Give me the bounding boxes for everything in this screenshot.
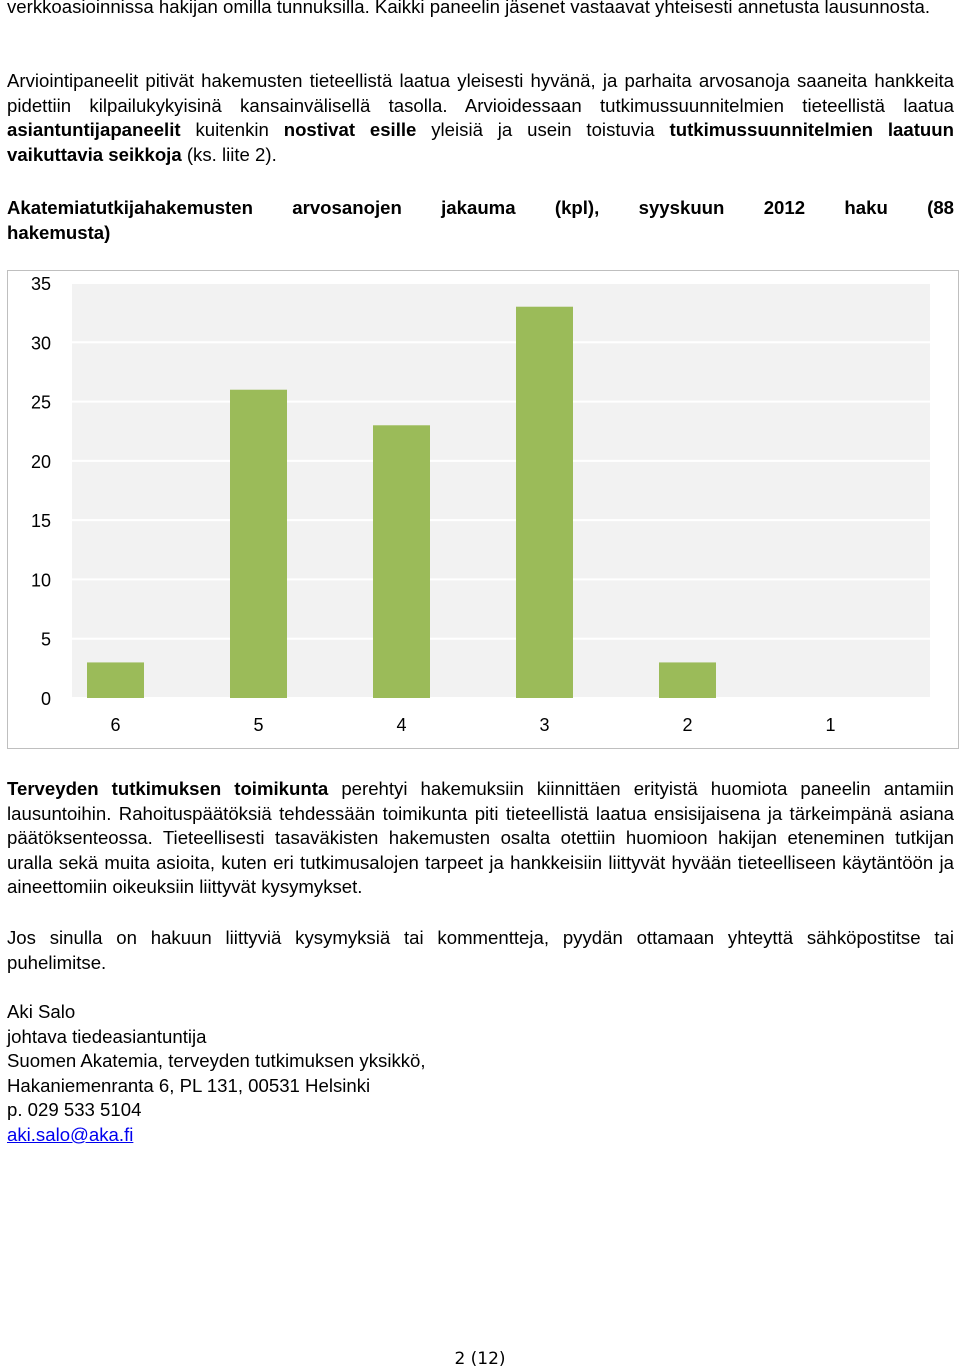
y-tick-label-15: 15: [30, 511, 51, 532]
x-tick-label-6: 6: [110, 715, 121, 735]
bar-grade-6: [87, 662, 144, 698]
bar-grade-3: [516, 307, 573, 698]
x-tick-label-2: 2: [682, 715, 693, 735]
y-tick-label-0: 0: [40, 689, 51, 709]
committee-paragraph: [7, 777, 954, 900]
grade-distribution-chart: [7, 270, 959, 749]
y-tick-label-20: 20: [30, 451, 51, 472]
committee-text: perehtyi hakemuksiin kiinnittäen erityistä huomiota paneelin antamiin lausuntoihin. Rahoituspäätöksiä tehdessään toimikunta piti tieteellistä laatua ensisijaisena ja tärkeimpänä asiana päätöksenteossa. Tieteellisesti tasaväkisten hakemusten osalta otettiin huomioon hakijan eteneminen tutkijan uralla sekä muita asioita, kuten eri tutkimusalojen tarpeet ja hankkeisiin liittyvät hyvään tieteelliseen käytäntöön ja aineettomiin oikeuksiin liittyvät kysymykset.: [7, 778, 954, 898]
y-tick-label-35: 35: [30, 274, 51, 294]
signature-title: johtava tiedeasiantuntija: [7, 1025, 207, 1047]
contact-paragraph: Jos sinulla on hakuun liittyviä kysymyksiä tai kommentteja, pyydän ottamaan yhteyttä sähköpostitse tai puhelimitse.: [7, 927, 954, 973]
panels-paragraph: [7, 69, 954, 167]
panels-text-4: (ks. liite 2).: [181, 143, 277, 165]
x-tick-label-5: 5: [253, 715, 264, 735]
chart-heading-line-1: Akatemiatutkijahakemusten arvosanojen jakauma (kpl), syyskuun 2012 haku (88: [7, 197, 954, 218]
chart-heading-line-2: hakemusta): [7, 221, 111, 243]
chart-heading: [7, 196, 954, 245]
signature-address: Hakaniemenranta 6, PL 131, 00531 Helsinki: [7, 1074, 371, 1096]
y-tick-label-10: 10: [30, 570, 51, 591]
y-tick-label-25: 25: [30, 392, 51, 413]
signature-name: Aki Salo: [7, 1001, 76, 1022]
panels-text-3: yleisiä ja usein toistuvia: [416, 119, 670, 141]
signature-block: [7, 1000, 954, 1148]
intro-paragraph: verkkoasioinnissa hakijan omilla tunnuksilla. Kaikki paneelin jäsenet vastaavat yhteisesti annetusta lausunnosta.: [7, 0, 930, 17]
panels-bold-2: nostivat esille: [283, 119, 417, 141]
panels-bold-1: asiantuntijapaneelit: [7, 119, 181, 141]
signature-email-link[interactable]: aki.salo@aka.fi: [7, 1123, 134, 1145]
x-tick-label-1: 1: [825, 715, 836, 735]
y-tick-label-5: 5: [40, 629, 51, 650]
page-number: 2 (12): [454, 1349, 506, 1369]
panels-text-1: Arviointipaneelit pitivät hakemusten tieteellistä laatua yleisesti hyvänä, ja parhaita arvosanoja saaneita hankkeita pidettiin kilpailukykyisinä kansainvälisellä tasolla. Arvioidessaan tutkimussuunnitelmien tieteellistä laatua: [7, 70, 954, 116]
plot-area: [72, 283, 930, 698]
panels-text-2: kuitenkin: [180, 119, 284, 141]
bar-grade-2: [659, 662, 716, 698]
bar-grade-5: [230, 390, 287, 698]
bar-grade-4: [373, 425, 430, 698]
chart-svg: [8, 271, 958, 748]
y-tick-label-30: 30: [30, 333, 51, 354]
signature-phone: p. 029 533 5104: [7, 1099, 142, 1121]
x-tick-label-4: 4: [396, 715, 407, 735]
x-tick-label-3: 3: [539, 715, 550, 735]
signature-org: Suomen Akatemia, terveyden tutkimuksen yksikkö,: [7, 1050, 426, 1072]
committee-bold: Terveyden tutkimuksen toimikunta: [7, 778, 329, 799]
panels-bold-3: tutkimussuunnitelmien laatuun vaikuttavia seikkoja: [7, 119, 955, 165]
